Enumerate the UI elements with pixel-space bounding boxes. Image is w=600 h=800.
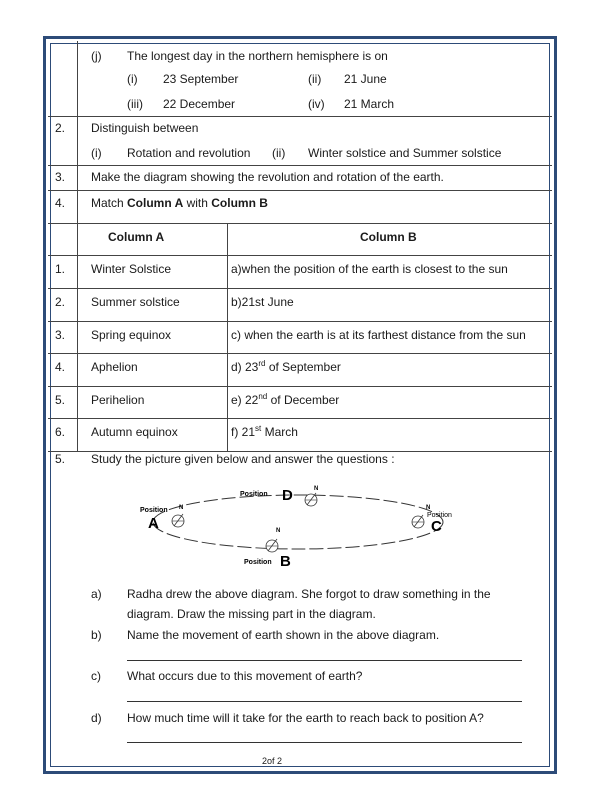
position-d-word: Position — [240, 491, 268, 498]
table-row-number: 3. — [55, 328, 66, 342]
earth-b-icon — [266, 539, 278, 552]
position-c-letter: C — [431, 518, 442, 535]
q4-mid: with — [183, 196, 212, 210]
table-cell-b: b)21st June — [231, 295, 294, 309]
q5-number: 5. — [55, 452, 66, 466]
orbit-diagram — [130, 480, 460, 570]
q2-part-label: (ii) — [272, 146, 286, 160]
position-a-letter: A — [148, 515, 159, 532]
q5-sub-label: b) — [91, 628, 102, 642]
answer-line[interactable] — [127, 660, 522, 661]
q5-sub-label: a) — [91, 587, 102, 601]
position-d-letter: D — [282, 487, 293, 504]
q4-prefix: Match — [91, 196, 128, 210]
answer-line[interactable] — [127, 701, 522, 702]
date-prefix: d) 23 — [231, 360, 259, 374]
q4-col-a: Column A — [127, 196, 184, 210]
number-column-divider — [77, 41, 78, 452]
table-row-number: 1. — [55, 262, 66, 276]
q5-sub-line: How much time will it take for the earth to reach back to position A? — [127, 711, 484, 725]
q5-sub-line: diagram. Draw the missing part in the diagram. — [127, 607, 376, 621]
q1j-option-label: (iv) — [308, 97, 325, 111]
table-cell-b — [231, 425, 298, 439]
table-cell-b — [231, 360, 341, 374]
table-row-number: 2. — [55, 295, 66, 309]
q1j-question: The longest day in the northern hemisphere is on — [127, 49, 388, 63]
table-row-line — [48, 386, 552, 387]
table-row-number: 5. — [55, 393, 66, 407]
table-top — [48, 223, 552, 224]
table-row-number: 4. — [55, 360, 66, 374]
page-number: 2of 2 — [262, 756, 283, 766]
table-cell-b: c) when the earth is at its farthest distance from the sun — [231, 328, 526, 342]
table-row-line — [48, 321, 552, 322]
position-c-word: Position — [427, 512, 452, 519]
q3-number: 3. — [55, 170, 66, 184]
date-suffix: nd — [258, 392, 268, 401]
table-cell-a: Aphelion — [91, 360, 138, 374]
q1j-option-label: (i) — [127, 72, 138, 86]
q1-q2-separator — [48, 116, 552, 117]
q2-part-text: Rotation and revolution — [127, 146, 251, 160]
table-header-b: Column B — [360, 230, 417, 244]
q5-sub-line: What occurs due to this movement of earth? — [127, 669, 363, 683]
table-row-line — [48, 353, 552, 354]
q4-number: 4. — [55, 196, 66, 210]
q3-text: Make the diagram showing the revolution and rotation of the earth. — [91, 170, 444, 184]
position-b-north: N — [276, 528, 281, 534]
table-cell-a: Perihelion — [91, 393, 145, 407]
table-cell-b — [231, 393, 339, 407]
position-c-north: N — [426, 505, 431, 511]
q4-text — [91, 196, 268, 210]
position-a-word: Position — [140, 507, 168, 514]
date-postfix: March — [261, 425, 298, 439]
q2-number: 2. — [55, 121, 66, 135]
table-cell-a: Spring equinox — [91, 328, 172, 342]
position-b-letter: B — [280, 553, 291, 570]
table-cell-a: Autumn equinox — [91, 425, 178, 439]
table-row-line — [48, 255, 552, 256]
date-prefix: f) 21 — [231, 425, 256, 439]
q1j-option-text: 21 March — [344, 97, 395, 111]
q5-sub-label: c) — [91, 669, 101, 683]
date-suffix: st — [255, 424, 262, 433]
date-prefix: e) 22 — [231, 393, 259, 407]
q5-sub-line: Name the movement of earth shown in the above diagram. — [127, 628, 440, 642]
position-a-north: N — [179, 505, 184, 511]
orbit-path — [153, 495, 443, 549]
table-header-a: Column A — [108, 230, 165, 244]
table-cell-b: a)when the position of the earth is closest to the sun — [231, 262, 508, 276]
table-column-divider — [227, 223, 228, 451]
q1j-option-label: (iii) — [127, 97, 143, 111]
q5-sub-line: Radha drew the above diagram. She forgot to draw something in the — [127, 587, 491, 601]
q2-text: Distinguish between — [91, 121, 199, 135]
answer-line[interactable] — [127, 742, 522, 743]
q2-part-text: Winter solstice and Summer solstice — [308, 146, 502, 160]
date-postfix: of September — [265, 360, 341, 374]
date-postfix: of December — [267, 393, 340, 407]
q1j-option-text: 23 September — [163, 72, 239, 86]
table-row-line — [48, 288, 552, 289]
q2-part-label: (i) — [91, 146, 102, 160]
q1j-option-text: 22 December — [163, 97, 236, 111]
position-d-north: N — [314, 486, 319, 492]
q5-sub-label: d) — [91, 711, 102, 725]
q1j-option-label: (ii) — [308, 72, 322, 86]
table-cell-a: Winter Solstice — [91, 262, 172, 276]
table-row-line — [48, 418, 552, 419]
q5-text: Study the picture given below and answer the questions : — [91, 452, 395, 466]
q3-q4-separator — [48, 190, 552, 191]
earth-c-icon — [412, 515, 424, 528]
q1j-option-text: 21 June — [344, 72, 387, 86]
table-row-number: 6. — [55, 425, 66, 439]
q4-col-b: Column B — [211, 196, 268, 210]
q2-q3-separator — [48, 165, 552, 166]
date-suffix: rd — [258, 359, 266, 368]
earth-a-icon — [172, 514, 184, 527]
position-b-word: Position — [244, 559, 272, 566]
table-cell-a: Summer solstice — [91, 295, 180, 309]
q1j-number: (j) — [91, 49, 102, 63]
